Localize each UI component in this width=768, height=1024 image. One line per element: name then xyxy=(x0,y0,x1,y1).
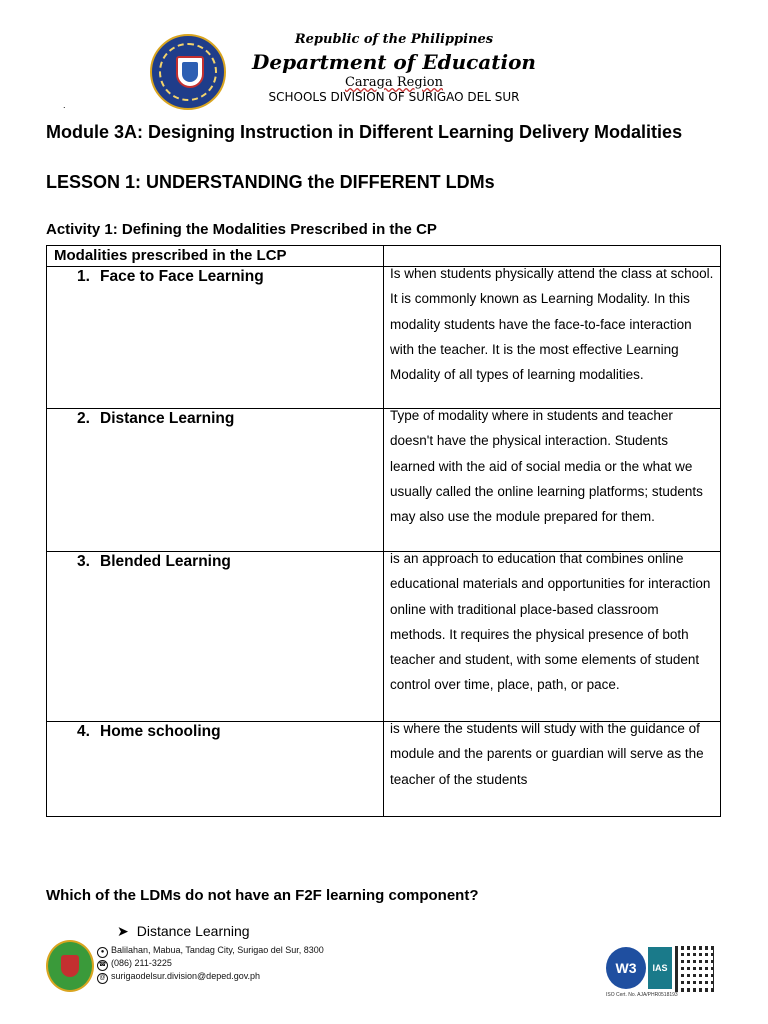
iso-cert-number: ISO Cert. No. AJA/PHR0518193 xyxy=(606,992,678,998)
division-logo xyxy=(46,940,94,992)
modality-description: Type of modality where in students and teacher doesn't have the physical interaction. Students learned with the aid of social media or the what we usually called the online learning platforms; students may also use the module prepared for them. xyxy=(390,408,703,525)
header-region: Caraga Region xyxy=(344,75,444,90)
w3-badge-logo: W3 xyxy=(606,947,646,989)
lesson-title: LESSON 1: UNDERSTANDING the DIFFERENT LDMs xyxy=(46,172,495,192)
modality-label: 4. Home schooling xyxy=(77,723,221,740)
table-row xyxy=(47,409,721,552)
question-text: Which of the LDMs do not have an F2F learning component? xyxy=(46,887,479,904)
arrow-bullet-icon: ➤ xyxy=(117,923,129,939)
stray-dot: . xyxy=(63,100,66,110)
footer-email: @ surigaodelsur.division@deped.gov.ph xyxy=(97,971,260,984)
table-row xyxy=(47,722,721,817)
phone-icon: ☎ xyxy=(97,960,108,971)
footer-phone: ☎ (086) 211-3225 xyxy=(97,958,172,971)
modality-label: 3. Blended Learning xyxy=(77,553,231,570)
qr-code-icon xyxy=(675,946,717,992)
header-department: Department of Education xyxy=(252,50,536,74)
activity-title: Activity 1: Defining the Modalities Prescribed in the CP xyxy=(46,221,437,238)
header-division: SCHOOLS DIVISION OF SURIGAO DEL SUR xyxy=(268,90,520,104)
location-icon: ● xyxy=(97,947,108,958)
footer-address: ● Balilahan, Mabua, Tandag City, Surigao del Sur, 8300 xyxy=(97,945,324,958)
modality-label: 2. Distance Learning xyxy=(77,410,235,427)
modality-description: Is when students physically attend the class at school. It is commonly known as Learning Modality. In this modality students have the face-to-face interaction with the teacher. It is the most effective Learning Modality of all types of learning modalities. xyxy=(390,266,714,383)
ias-badge-logo: IAS xyxy=(648,947,672,989)
table-row xyxy=(47,267,721,409)
modality-description: is an approach to education that combines online educational materials and opportunities for interaction online with traditional place-based classroom methods. It requires the physical presence of both teacher and student, with some elements of student control over time, place, path, or pace. xyxy=(390,551,711,693)
modality-description: is where the students will study with the guidance of module and the parents or guardian will serve as the teacher of the students xyxy=(390,721,704,787)
module-title: Module 3A: Designing Instruction in Different Learning Delivery Modalities xyxy=(46,122,683,142)
table-header-left: Modalities prescribed in the LCP xyxy=(54,247,287,264)
modalities-table xyxy=(46,245,721,817)
answer-bullet: ➤ Distance Learning xyxy=(117,923,250,939)
table-row xyxy=(47,552,721,722)
modality-label: 1. Face to Face Learning xyxy=(77,268,264,285)
header-republic: Republic of the Philippines xyxy=(294,32,494,47)
email-icon: @ xyxy=(97,973,108,984)
